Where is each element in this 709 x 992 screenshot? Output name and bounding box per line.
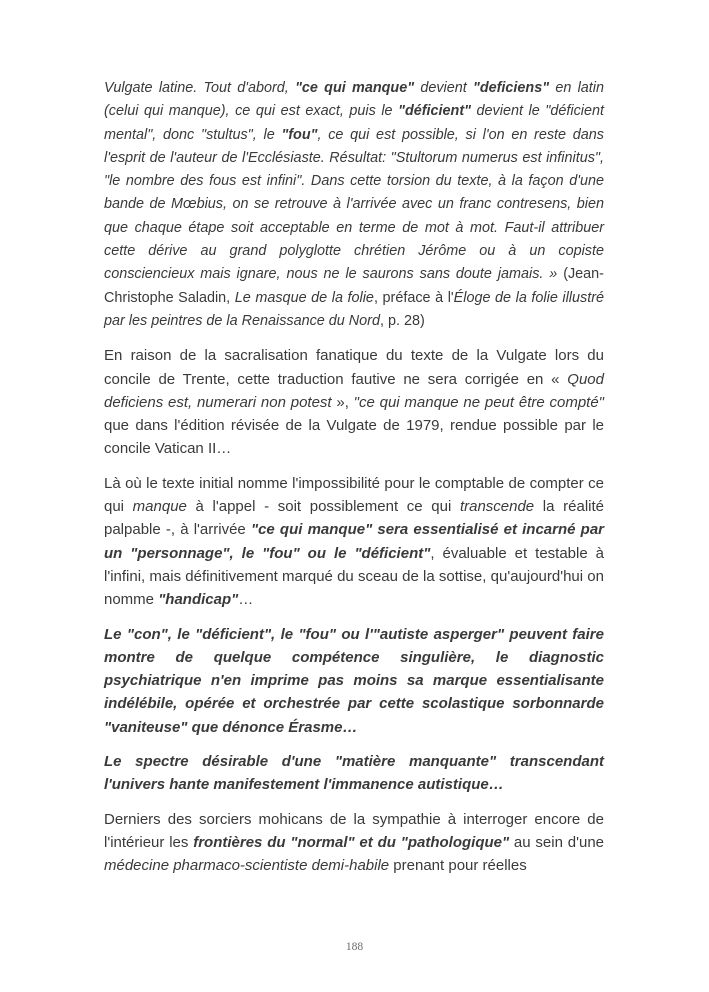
quote-emphasis: "fou" xyxy=(281,126,318,143)
bold-italic-phrase: frontières du "normal" et du "pathologique" xyxy=(193,833,510,851)
translation-phrase: "ce qui manque ne peut être compté" xyxy=(353,393,604,411)
quote-text: devient le "déficient mental", donc "stultus", le xyxy=(104,103,604,143)
paragraph-essentialisation xyxy=(104,472,604,612)
quote-text: Vulgate latine. Tout d'abord, xyxy=(104,80,296,96)
italic-word: transcende xyxy=(459,498,535,516)
text-column xyxy=(104,77,604,878)
body-text: que dans l'édition révisée de la Vulgate de 1979, rendue possible par le concile Vatican II… xyxy=(104,417,604,458)
book-title: Le masque de la folie xyxy=(234,289,374,306)
quote-emphasis: "deficiens" xyxy=(473,80,550,96)
page-number: 188 xyxy=(345,941,364,953)
quote-source: , p. 28) xyxy=(379,312,425,329)
paragraph-vulgate-correction xyxy=(104,344,604,460)
italic-word: manque xyxy=(132,498,187,516)
book-title: Éloge de la folie illustré par les peintres de la Renaissance du Nord xyxy=(104,289,604,329)
italic-phrase: médecine pharmaco-scientiste demi-habile xyxy=(104,857,390,875)
quote-emphasis: "déficient" xyxy=(398,103,471,120)
quotation-paragraph xyxy=(104,77,604,333)
body-text: la réalité palpable -, à l'arrivée xyxy=(104,498,604,539)
body-text: Là où le texte initial nomme l'impossibilité pour le comptable de compter ce qui xyxy=(104,474,604,516)
paragraph-sorciers xyxy=(104,808,604,878)
quote-source: (Jean-Christophe Saladin, xyxy=(104,266,604,306)
bold-italic-phrase: "handicap" xyxy=(158,591,239,609)
body-text: prenant pour réelles xyxy=(389,857,527,875)
quote-text: , ce qui est possible, si l'on en reste dans l'esprit de l'auteur de l'Ecclésiaste. Résultat: "Stultorum numerus est infinitus", "le nombre des fous est infini". Dans cette torsion du texte, à la façon d'une bande de Mœbius, on se retrouve à l'arrivée avec un franc contresens, bien que chaque étape soit acceptable en terme de mot à mot. Faut-il attribuer cette dérive au grand polyglotte chrétien Jérôme ou à un copiste consciencieux mais ignare, nous ne le saurons sans doute jamais. » xyxy=(104,126,604,283)
latin-phrase: Quod deficiens est, numerari non potest xyxy=(104,370,604,411)
quote-text: en latin (celui qui manque), ce qui est exact, puis le xyxy=(104,80,605,120)
paragraph-spectre: Le spectre désirable d'une "matière manquante" transcendant l'univers hante manifestement l'immanence autistique… xyxy=(104,753,604,794)
body-text: Derniers des sorciers mohicans de la sympathie à interroger encore de l'intérieur les xyxy=(104,810,604,851)
body-text: au sein d'une xyxy=(509,833,605,851)
quote-source: , préface à l' xyxy=(373,289,454,306)
body-text: », xyxy=(331,393,354,411)
body-text: , évaluable et testable à l'infini, mais définitivement marqué du sceau de la sottise, qu'aujourd'hui on nomme xyxy=(104,544,604,609)
quote-text: devient xyxy=(414,80,474,96)
quote-emphasis: "ce qui manque" xyxy=(295,80,415,96)
bold-italic-phrase: "ce qui manque" sera essentialisé et incarné par un "personnage", le "fou" ou le "déficient" xyxy=(104,521,604,562)
body-text: à l'appel - soit possiblement ce qui xyxy=(186,498,460,516)
paragraph-diagnostic: Le "con", le "déficient", le "fou" ou l'"autiste asperger" peuvent faire montre de quelque compétence singulière, le diagnostic psychiatrique n'en imprime pas moins sa marque essentialisante indélébile, opérée et orchestrée par cette scolastique sorbonnarde "vaniteuse" que dénonce Érasme… xyxy=(104,625,604,736)
body-text: … xyxy=(238,591,254,609)
body-text: En raison de la sacralisation fanatique du texte de la Vulgate lors du concile de Trente, cette traduction fautive ne sera corrigée en « xyxy=(104,347,604,388)
